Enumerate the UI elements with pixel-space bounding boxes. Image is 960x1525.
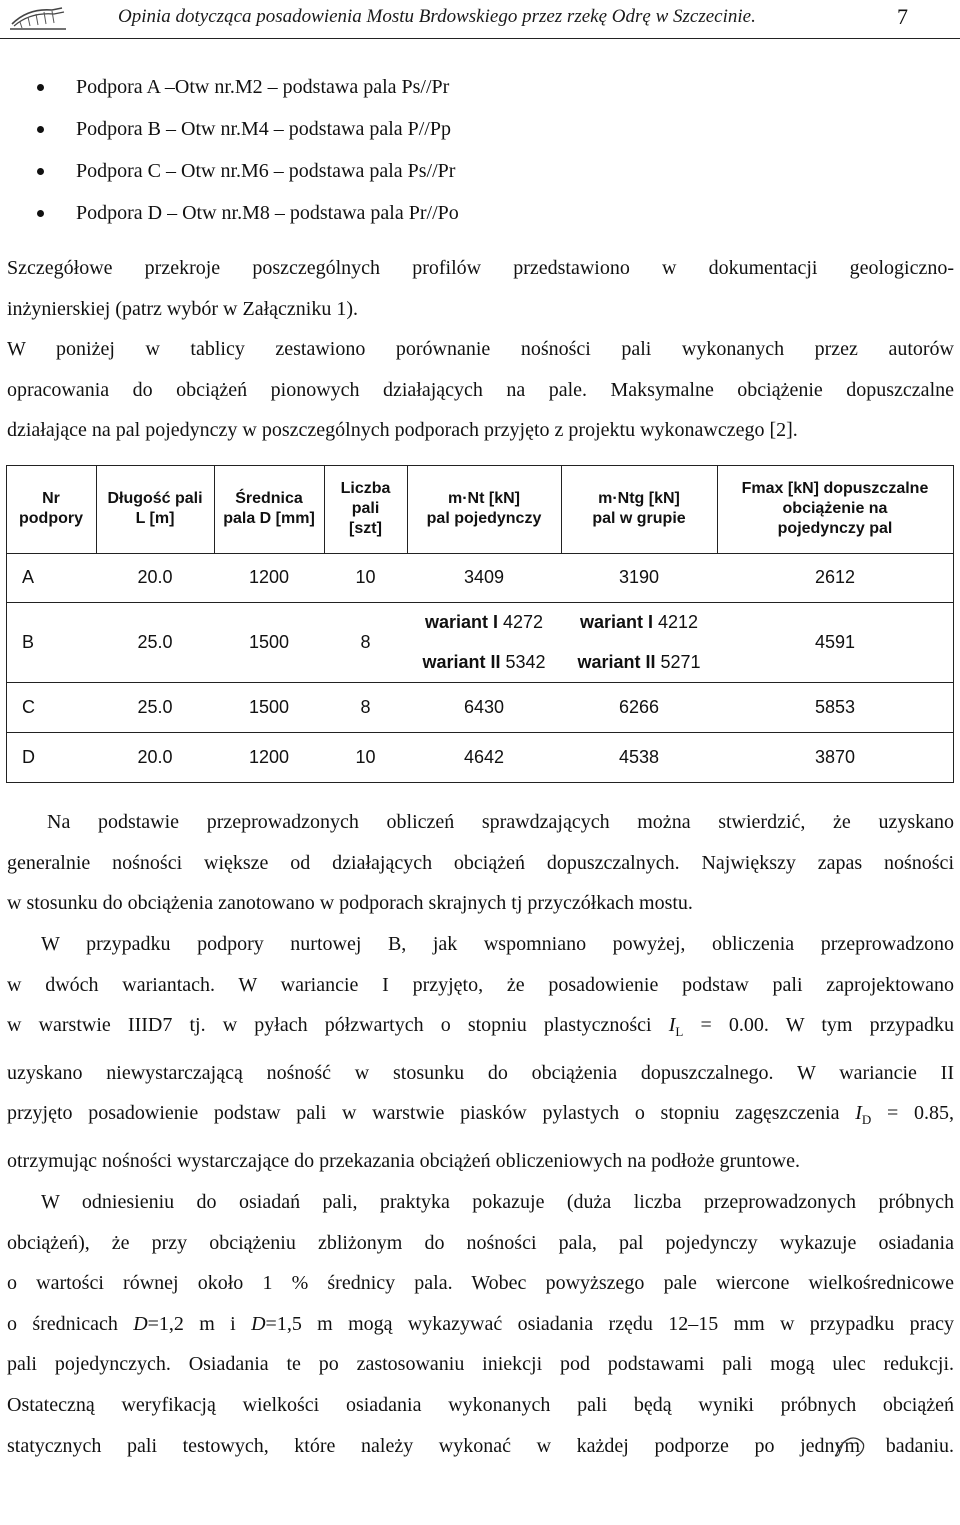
paragraph-line: statycznych pali testowych, które należy wykonać w każdej podporze po jednym badaniu. — [7, 1434, 954, 1457]
paragraph-settlement — [7, 1182, 954, 1466]
cell-dlugosc: 20.0 — [137, 746, 173, 767]
paragraph-line: W przypadku podpory nurtowej B, jak wspomniano powyżej, obliczenia przeprowadzono — [41, 933, 954, 955]
paragraph-line: pali pojedynczych. Osiadania te po zastosowaniu iniekcji pod podstawami pali mogą ulec redukcji. — [7, 1353, 954, 1376]
page-header — [0, 0, 960, 39]
cell-liczba: 8 — [360, 631, 371, 652]
paragraph-line: W poniżej w tablicy zestawiono porównanie nośności pali wykonanych przez autorów — [7, 338, 954, 360]
cell-nt-wariant-2: wariant II 5342 — [422, 651, 546, 672]
cell-nr: D — [22, 746, 35, 767]
paragraph-line: Ostateczną weryfikacją wielkości osiadania wykonanych pali będą wyniki próbnych obciążeń — [7, 1393, 954, 1416]
paragraph-line: o wartości równej około 1 % średnicy pala. Wobec powyższego pale wiercone wielkośrednicowe — [7, 1272, 954, 1295]
paragraph-line: działające na pal pojedynczy w poszczególnych podporach przyjęto z projektu wykonawczego [2]. — [7, 419, 798, 442]
cell-nr: B — [22, 631, 35, 652]
cell-ntg-wariant-1: wariant I 4212 — [579, 611, 699, 632]
cell-ntg: 4538 — [618, 746, 660, 767]
cell-fmax: 4591 — [814, 631, 856, 652]
paragraph-line: opracowania do obciążeń pionowych działających na pale. Maksymalne obciążenie dopuszczalne — [7, 378, 954, 401]
cell-ntg: 6266 — [618, 696, 660, 717]
support-list — [0, 70, 960, 238]
paragraph-line: Szczegółowe przekroje poszczególnych profilów przedstawiono w dokumentacji geologiczno- — [7, 257, 954, 279]
cell-nr: C — [22, 696, 35, 717]
bridge-logo-icon — [8, 4, 68, 32]
cell-nt-wariant-1: wariant I 4272 — [424, 611, 544, 632]
cell-fmax: 5853 — [814, 696, 856, 717]
pile-capacity-table — [6, 465, 954, 783]
paragraph-line: obciążeń), że przy obciążeniu zbliżonym do nośności pala, pal pojedynczy wykazuje osiadania — [7, 1231, 954, 1254]
cell-fmax: 2612 — [814, 567, 856, 587]
cell-nt: 6430 — [463, 696, 505, 717]
paragraph-line: generalnie nośności większe od działających obciążeń dopuszczalnych. Największy zapas nośności — [7, 851, 954, 874]
cell-srednica: 1500 — [248, 696, 290, 717]
cell-srednica: 1200 — [248, 567, 290, 587]
cell-fmax: 3870 — [814, 746, 856, 767]
cell-liczba: 8 — [360, 696, 371, 717]
header-nt-pojedynczy: m·Nt [kN] pal pojedynczy — [426, 490, 542, 527]
paragraph-table-intro — [7, 329, 954, 451]
header-srednica: Średnica pala D [mm] — [223, 490, 315, 527]
paragraph-line: w dwóch wariantach. W wariancie I przyjęto, że posadowienie podstaw pali zaprojektowano — [7, 973, 954, 996]
cell-nt: 3409 — [463, 567, 505, 587]
cell-nt: 4642 — [463, 746, 505, 767]
document-title: Opinia dotycząca posadowienia Mostu Brdowskiego przez rzekę Odrę w Szczecinie. — [118, 6, 756, 27]
cell-srednica: 1500 — [248, 631, 290, 652]
paragraph-conclusion — [7, 802, 954, 924]
list-item: Podpora D – Otw nr.M8 – podstawa pala Pr//Po — [0, 196, 960, 238]
cell-srednica: 1200 — [248, 746, 290, 767]
list-item: Podpora A –Otw nr.M2 – podstawa pala Ps//Pr — [0, 70, 960, 112]
list-item: Podpora B – Otw nr.M4 – podstawa pala P//Pp — [0, 112, 960, 154]
paragraph-line: przyjęto posadowienie podstaw pali w warstwie piasków pylastych o stopniu zagęszczenia $I_D = 0.85$, — [7, 1102, 954, 1128]
cell-dlugosc: 25.0 — [137, 696, 173, 717]
paragraph-line: uzyskano niewystarczającą nośność w stosunku do obciążenia dopuszczalnego. W wariancie II — [7, 1061, 954, 1084]
paragraph-line: W odniesieniu do osiadań pali, praktyka pokazuje (duża liczba przeprowadzonych próbnych — [41, 1191, 954, 1213]
paragraph-profiles — [7, 248, 954, 329]
cell-ntg: 3190 — [618, 567, 660, 587]
pen-scribble-mark — [832, 1432, 870, 1462]
cell-dlugosc: 25.0 — [137, 631, 173, 652]
paragraph-variants — [7, 924, 954, 1182]
header-fmax: Fmax [kN] dopuszczalne obciążenie na pojedynczy pal — [741, 480, 929, 537]
header-dlugosc-pali: Długość pali L [m] — [107, 490, 203, 527]
paragraph-line: inżynierskiej (patrz wybór w Załączniku 1). — [7, 297, 358, 320]
cell-liczba: 10 — [355, 746, 376, 767]
cell-nr: A — [22, 567, 35, 587]
paragraph-line: o średnicach D=1,2 m i D=1,5 m mogą wykazywać osiadania rzędu 12–15 mm w przypadku pracy — [7, 1312, 954, 1335]
paragraph-line: w stosunku do obciążenia zanotowano w podporach skrajnych tj przyczółkach mostu. — [7, 892, 693, 915]
cell-liczba: 10 — [355, 567, 376, 587]
paragraph-line: Na podstawie przeprowadzonych obliczeń sprawdzających można stwierdzić, że uzyskano — [47, 811, 954, 833]
header-nr-podpory: Nr podpory — [19, 490, 83, 527]
list-item: Podpora C – Otw nr.M6 – podstawa pala Ps//Pr — [0, 154, 960, 196]
header-liczba-pali: Liczba pali [szt] — [340, 480, 391, 537]
cell-dlugosc: 20.0 — [137, 567, 173, 587]
header-ntg-grupa: m·Ntg [kN] pal w grupie — [592, 490, 686, 527]
cell-ntg-wariant-2: wariant II 5271 — [577, 651, 701, 672]
paragraph-line: otrzymując nośności wystarczające do przekazania obciążeń obliczeniowych na podłoże gruntowe. — [7, 1149, 800, 1172]
paragraph-line: w warstwie IIID7 tj. w pyłach półzwartych o stopniu plastyczności $I_L = 0.00$. W tym przypadku — [7, 1014, 954, 1040]
page-number: 7 — [897, 4, 908, 29]
